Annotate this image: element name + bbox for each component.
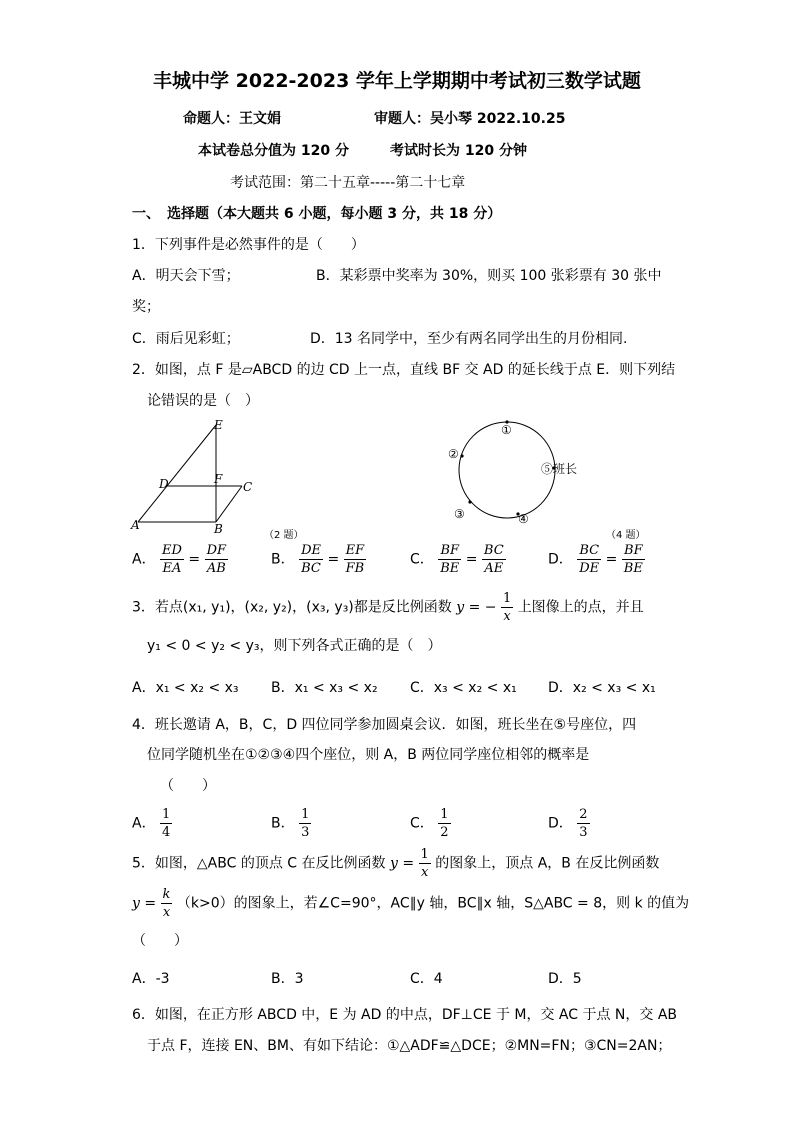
q2-a-right-fraction: $\frac{DF}{AB}$ bbox=[206, 543, 227, 576]
section-heading: 一、 选择题（本大题共 6 小题，每小题 3 分，共 18 分） bbox=[132, 206, 502, 222]
q2-c-left-fraction: $\frac{BF}{BE}$ bbox=[440, 543, 460, 576]
q5-function2-lhs: y = bbox=[132, 895, 157, 912]
label-A: A bbox=[131, 518, 140, 532]
q3-text-a: 3．若点(x₁, y₁)，(x₂, y₂)，(x₃, y₃)都是反比例函数 bbox=[132, 599, 452, 616]
label-E: E bbox=[214, 418, 223, 432]
q6-line1: 6．如图，在正方形 ABCD 中，E 为 AD 的中点，DF⊥CE 于 M，交 AC 于点 N，交 AB bbox=[132, 1007, 678, 1023]
seat-label-3: ③ bbox=[454, 507, 465, 521]
equals-sign: = bbox=[188, 551, 201, 568]
q3-option-d: D．x₂ < x₃ < x₁ bbox=[548, 680, 656, 696]
label-B: B bbox=[214, 522, 223, 536]
seat-label-4: ④ bbox=[518, 512, 529, 526]
q3-fraction: $\frac{1}{x}$ bbox=[502, 591, 512, 624]
q4-option-c bbox=[410, 806, 451, 841]
page-title: 丰城中学 2022-2023 学年上学期期中考试初三数学试题 bbox=[153, 70, 641, 92]
q4-b-fraction: $\frac{1}{3}$ bbox=[301, 807, 310, 840]
q4-option-c-letter: C． bbox=[410, 815, 434, 832]
q1-option-c: C．雨后见彩虹； bbox=[132, 331, 240, 347]
equals-sign: = bbox=[465, 551, 478, 568]
q5-function1-lhs: y = bbox=[389, 855, 415, 872]
q2-option-d-letter: D． bbox=[548, 551, 573, 568]
q4-option-d bbox=[548, 806, 590, 841]
q3-option-b: B．x₁ < x₃ < x₂ bbox=[271, 680, 378, 696]
q5-option-b: B．3 bbox=[271, 971, 304, 987]
author: 命题人：王文娟 bbox=[183, 111, 281, 127]
fig4-caption: （4 题） bbox=[606, 530, 646, 541]
total-score: 本试卷总分值为 120 分 bbox=[198, 143, 349, 159]
q4-line3: （ ） bbox=[160, 778, 216, 794]
seat-label-5: ⑤班长 bbox=[541, 462, 578, 476]
q4-line2: 位同学随机坐在①②③④四个座位，则 A，B 两位同学座位相邻的概率是 bbox=[147, 747, 590, 763]
q5-text-c: （k>0）的图象上，若∠C=90°，AC∥y 轴，BC∥x 轴，S△ABC = 8，则 k 的值为 bbox=[176, 895, 690, 912]
q2-option-a-letter: A． bbox=[132, 551, 156, 568]
q2-c-right-fraction: $\frac{BC}{AE}$ bbox=[483, 543, 504, 576]
figure-q2-parallelogram bbox=[130, 418, 270, 536]
q5-text-b: 的图象上，顶点 A，B 在反比例函数 bbox=[435, 855, 660, 872]
q4-a-fraction: $\frac{1}{4}$ bbox=[162, 807, 171, 840]
q4-option-b-letter: B． bbox=[271, 815, 295, 832]
q5-option-c: C．4 bbox=[410, 971, 443, 987]
seat-label-1: ① bbox=[501, 423, 512, 437]
q5-option-a: A．-3 bbox=[132, 971, 170, 987]
q3-line1 bbox=[132, 590, 644, 625]
q1-option-a: A．明天会下雪； bbox=[132, 268, 240, 284]
q2-line1: 2．如图，点 F 是▱ABCD 的边 CD 上一点，直线 BF 交 AD 的延长线于点 E．则下列结 bbox=[132, 362, 676, 378]
q3-function-lhs: y = − bbox=[456, 599, 497, 616]
q2-option-b bbox=[271, 542, 366, 577]
q5-line2 bbox=[132, 886, 689, 921]
q5-option-d: D．5 bbox=[548, 971, 582, 987]
q4-option-d-letter: D． bbox=[548, 815, 573, 832]
q2-option-c bbox=[410, 542, 506, 577]
q6-line2: 于点 F，连接 EN、BM、有如下结论：①△ADF≌△DCE；②MN=FN；③CN=2AN； bbox=[147, 1038, 672, 1054]
q4-c-fraction: $\frac{1}{2}$ bbox=[440, 807, 449, 840]
q2-option-c-letter: C． bbox=[410, 551, 434, 568]
q1-option-b-cont: 奖； bbox=[132, 299, 160, 315]
exam-time: 考试时长为 120 分钟 bbox=[390, 143, 527, 159]
q5-line1 bbox=[132, 846, 659, 881]
q2-a-left-fraction: $\frac{ED}{EA}$ bbox=[162, 543, 182, 576]
side-BC bbox=[216, 486, 242, 522]
q3-text-b: 上图像上的点，并且 bbox=[517, 599, 644, 616]
q4-d-fraction: $\frac{2}{3}$ bbox=[579, 807, 588, 840]
equals-sign: = bbox=[327, 551, 340, 568]
q5-fraction2: $\frac{k}{x}$ bbox=[162, 887, 171, 920]
fig2-caption: （2 题） bbox=[264, 530, 304, 541]
q2-b-right-fraction: $\frac{EF}{FB}$ bbox=[345, 543, 365, 576]
q5-fraction1: $\frac{1}{x}$ bbox=[420, 847, 429, 880]
q3-option-c: C．x₃ < x₂ < x₁ bbox=[410, 680, 517, 696]
seat-dot-2 bbox=[460, 454, 463, 457]
q2-option-a bbox=[132, 542, 228, 577]
equals-sign: = bbox=[605, 551, 618, 568]
label-D: D bbox=[159, 477, 169, 491]
exam-scope: 考试范围：第二十五章-----第二十七章 bbox=[230, 175, 466, 191]
q5-line3: （ ） bbox=[132, 933, 188, 949]
figure-q4-round-table bbox=[440, 418, 620, 530]
q2-d-left-fraction: $\frac{BC}{DE}$ bbox=[579, 543, 600, 576]
q4-option-b bbox=[271, 806, 311, 841]
q4-option-a-letter: A． bbox=[132, 815, 156, 832]
q1-option-b: B．某彩票中奖率为 30%，则买 100 张彩票有 30 张中 bbox=[316, 268, 662, 284]
reviewer: 审题人：吴小琴 2022.10.25 bbox=[374, 111, 566, 127]
line-AE bbox=[138, 425, 216, 522]
seat-dot-3 bbox=[468, 500, 471, 503]
label-C: C bbox=[243, 480, 253, 494]
q1-stem: 1．下列事件是必然事件的是（ ） bbox=[132, 237, 365, 253]
q2-line2: 论错误的是（ ） bbox=[147, 393, 259, 409]
seat-label-2: ② bbox=[448, 447, 459, 461]
q2-option-b-letter: B． bbox=[271, 551, 295, 568]
q2-option-d bbox=[548, 542, 645, 577]
q3-line2: y₁ < 0 < y₂ < y₃，则下列各式正确的是（ ） bbox=[147, 638, 442, 654]
q2-d-right-fraction: $\frac{BF}{BE}$ bbox=[623, 543, 643, 576]
q2-b-left-fraction: $\frac{DE}{BC}$ bbox=[301, 543, 321, 576]
label-F: F bbox=[214, 472, 223, 486]
q5-text-a: 5．如图，△ABC 的顶点 C 在反比例函数 bbox=[132, 855, 386, 872]
q1-option-d: D．13 名同学中，至少有两名同学出生的月份相同. bbox=[310, 331, 628, 347]
q4-line1: 4．班长邀请 A，B，C，D 四位同学参加圆桌会议．如图，班长坐在⑤号座位，四 bbox=[132, 717, 637, 733]
q3-option-a: A．x₁ < x₂ < x₃ bbox=[132, 680, 239, 696]
q4-option-a bbox=[132, 806, 172, 841]
